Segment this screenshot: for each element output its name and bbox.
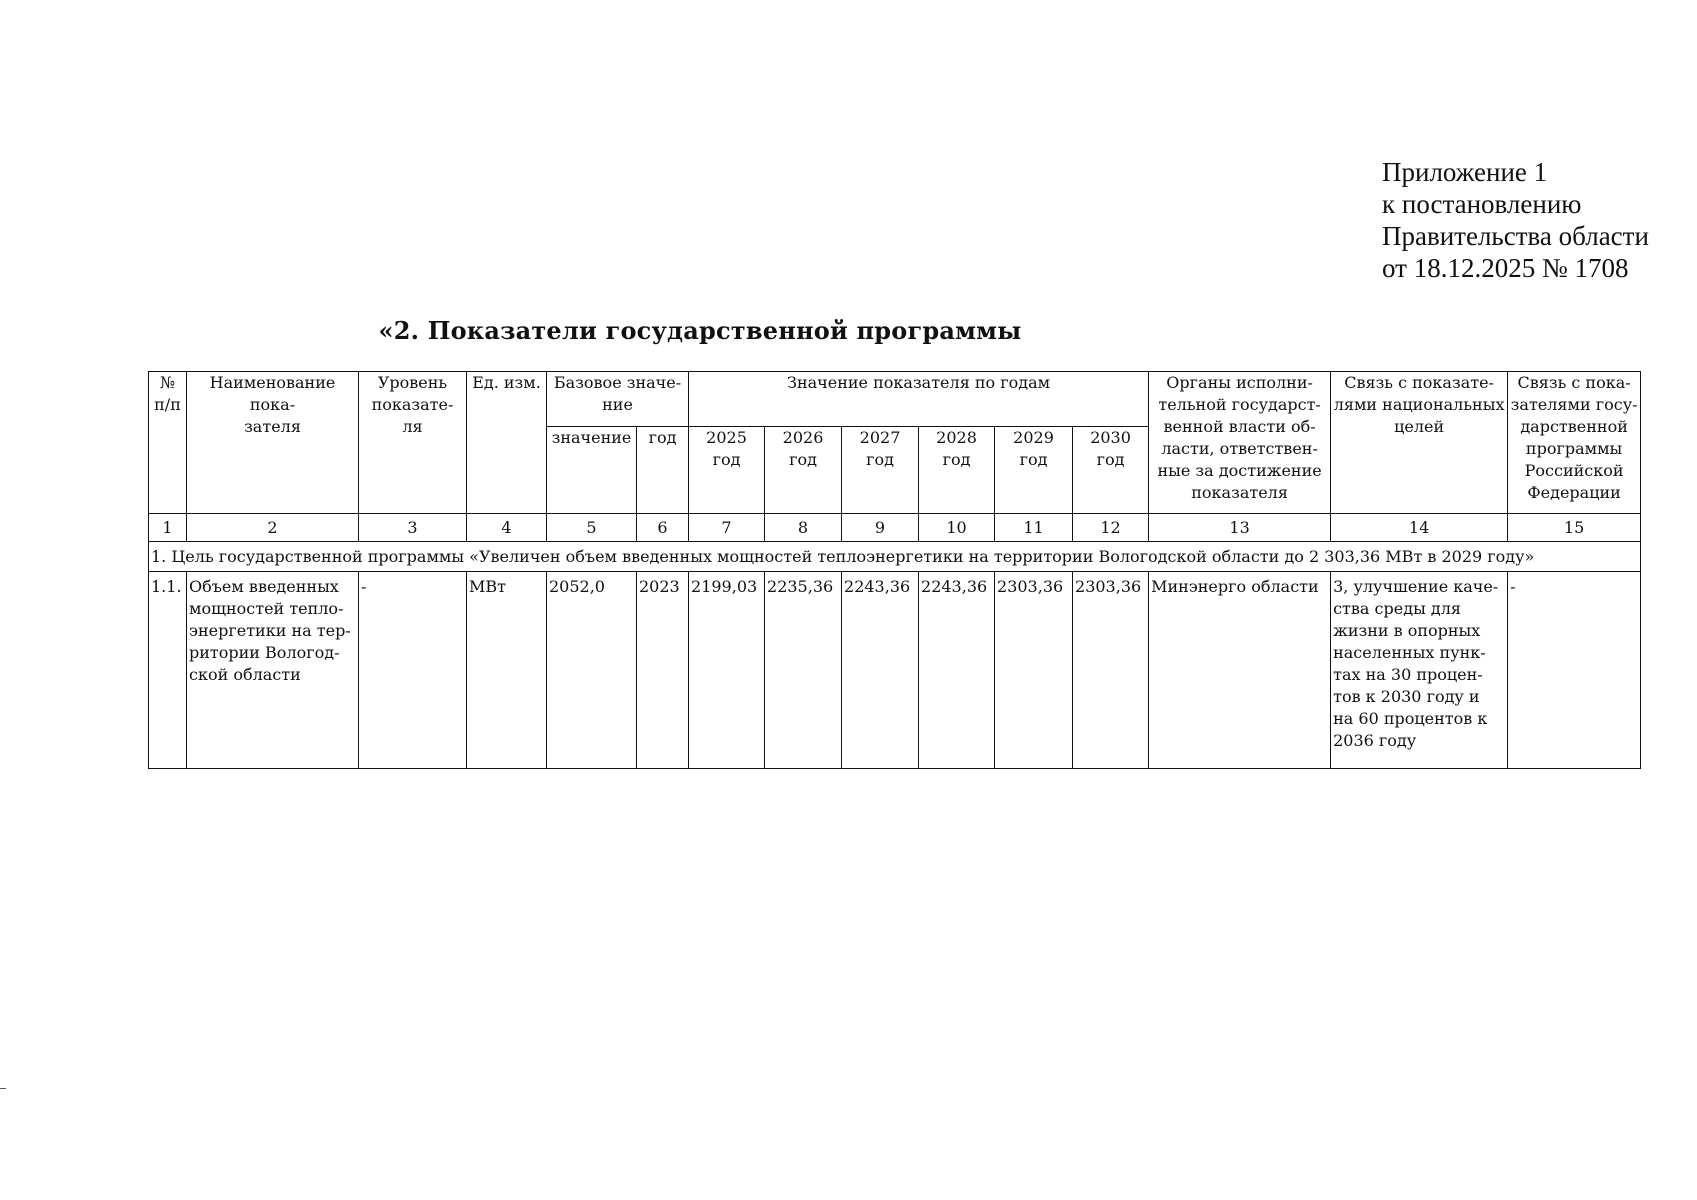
- header-text: год: [789, 450, 817, 469]
- header-text: венной власти об-: [1163, 417, 1316, 436]
- header-national-goals: [1331, 372, 1508, 514]
- row-name-line: энергетики на тер-: [189, 621, 351, 640]
- header-name: [187, 372, 359, 514]
- row-value-2028: 2243,36: [919, 572, 995, 769]
- header-text: п/п: [154, 395, 181, 414]
- header-text: тельной государст-: [1158, 395, 1321, 414]
- column-number: 3: [359, 514, 467, 542]
- goal-text: 1. Цель государственной программы «Увеличен объем введенных мощностей теплоэнергетики на территории Вологодской области до 2 303,36 МВт в 2029 году»: [149, 542, 1641, 572]
- column-number: 12: [1073, 514, 1149, 542]
- header-text: 2027: [859, 428, 901, 447]
- header-text: зателями госу-: [1510, 395, 1638, 414]
- row-goal-line: ства среды для: [1333, 599, 1461, 618]
- header-federal-program: [1508, 372, 1641, 514]
- header-year-2026: [765, 427, 842, 514]
- appendix-block: [1382, 156, 1649, 284]
- header-text: 2029: [1013, 428, 1054, 447]
- header-year-2025: [689, 427, 765, 514]
- header-text: год: [942, 450, 971, 469]
- row-name-line: ритории Вологод-: [189, 643, 340, 662]
- column-number: 13: [1149, 514, 1331, 542]
- row-goal-line: населенных пунк-: [1333, 643, 1486, 662]
- header-num: [149, 372, 187, 514]
- header-text: Наименование пока-: [209, 373, 336, 414]
- header-text: значение: [551, 428, 632, 447]
- header-text: год: [648, 428, 677, 447]
- row-federal-program: -: [1508, 572, 1641, 769]
- header-text: ные за достижение: [1157, 461, 1322, 480]
- header-text: №: [159, 373, 176, 392]
- table-row: [149, 572, 1641, 769]
- row-value-2025: 2199,03: [689, 572, 765, 769]
- column-number: 8: [765, 514, 842, 542]
- row-value-2030: 2303,36: [1073, 572, 1149, 769]
- document-title: «2. Показатели государственной программы: [378, 316, 1022, 345]
- header-text: Органы исполни-: [1166, 373, 1313, 392]
- row-num: 1.1.: [149, 572, 187, 769]
- row-goal-line: жизни в опорных: [1333, 621, 1481, 640]
- header-year-2030: [1073, 427, 1149, 514]
- column-number: 4: [467, 514, 547, 542]
- header-text: ласти, ответствен-: [1161, 439, 1318, 458]
- row-base-value: 2052,0: [547, 572, 637, 769]
- row-base-year: 2023: [637, 572, 689, 769]
- header-text: 2030: [1090, 428, 1131, 447]
- column-number: 10: [919, 514, 995, 542]
- header-level: [359, 372, 467, 514]
- header-authority: [1149, 372, 1331, 514]
- header-text: дарственной: [1520, 417, 1628, 436]
- header-text: год: [866, 450, 894, 469]
- goal-row: [149, 542, 1641, 572]
- header-base-value: [547, 427, 637, 514]
- header-text: программы: [1525, 439, 1623, 458]
- header-text: Связь с показате-: [1344, 373, 1494, 392]
- column-number: 15: [1508, 514, 1641, 542]
- row-goal-line: 2036 году: [1333, 731, 1417, 750]
- header-text: показате-: [371, 395, 454, 414]
- header-text: ние: [602, 395, 633, 414]
- header-text: ля: [402, 417, 423, 436]
- column-number-row: [149, 514, 1641, 542]
- row-name-line: ской области: [189, 665, 301, 684]
- appendix-line: от 18.12.2025 № 1708: [1382, 253, 1629, 283]
- column-number: 9: [842, 514, 919, 542]
- header-text: лями национальных: [1333, 395, 1505, 414]
- header-text: 2025: [706, 428, 747, 447]
- header-text: год: [712, 450, 741, 469]
- column-number: 6: [637, 514, 689, 542]
- header-text: Значение показателя по годам: [787, 373, 1051, 392]
- column-number: 2: [187, 514, 359, 542]
- appendix-line: к постановлению: [1382, 189, 1582, 219]
- row-name-line: Объем введенных: [189, 577, 339, 596]
- appendix-line: Правительства области: [1382, 221, 1649, 251]
- header-text: год: [1096, 450, 1125, 469]
- row-value-2027: 2243,36: [842, 572, 919, 769]
- header-year-2028: [919, 427, 995, 514]
- column-number: 1: [149, 514, 187, 542]
- header-text: 2026: [782, 428, 824, 447]
- header-unit: [467, 372, 547, 514]
- scan-mark: [0, 1088, 6, 1089]
- row-goal-line: 3, улучшение каче-: [1333, 577, 1499, 596]
- row-unit: МВт: [467, 572, 547, 769]
- header-base: [547, 372, 689, 427]
- row-name: [187, 572, 359, 769]
- indicators-table: [148, 371, 1641, 769]
- header-row: [149, 372, 1641, 427]
- row-name-line: мощностей тепло-: [189, 599, 344, 618]
- header-text: зателя: [244, 417, 301, 436]
- row-goal-line: на 60 процентов к: [1333, 709, 1488, 728]
- header-year-2027: [842, 427, 919, 514]
- column-number: 14: [1331, 514, 1508, 542]
- row-goal-line: тах на 30 процен-: [1333, 665, 1483, 684]
- header-text: целей: [1394, 417, 1445, 436]
- appendix-line: Приложение 1: [1382, 157, 1548, 187]
- header-text: год: [1019, 450, 1048, 469]
- header-text: Связь с пока-: [1517, 373, 1631, 392]
- header-text: Федерации: [1527, 483, 1621, 502]
- header-base-year: [637, 427, 689, 514]
- row-goal-line: тов к 2030 году и: [1333, 687, 1480, 706]
- header-text: 2028: [936, 428, 977, 447]
- column-number: 5: [547, 514, 637, 542]
- row-authority: Минэнерго области: [1149, 572, 1331, 769]
- row-level: -: [359, 572, 467, 769]
- header-by-years: [689, 372, 1149, 427]
- row-value-2029: 2303,36: [995, 572, 1073, 769]
- header-year-2029: [995, 427, 1073, 514]
- row-value-2026: 2235,36: [765, 572, 842, 769]
- header-text: Базовое значе-: [553, 373, 682, 392]
- column-number: 7: [689, 514, 765, 542]
- column-number: 11: [995, 514, 1073, 542]
- header-text: Уровень: [377, 373, 448, 392]
- row-national-goals: [1331, 572, 1508, 769]
- header-text: Российской: [1524, 461, 1624, 480]
- header-text: показателя: [1191, 483, 1288, 502]
- header-text: Ед. изм.: [472, 373, 541, 392]
